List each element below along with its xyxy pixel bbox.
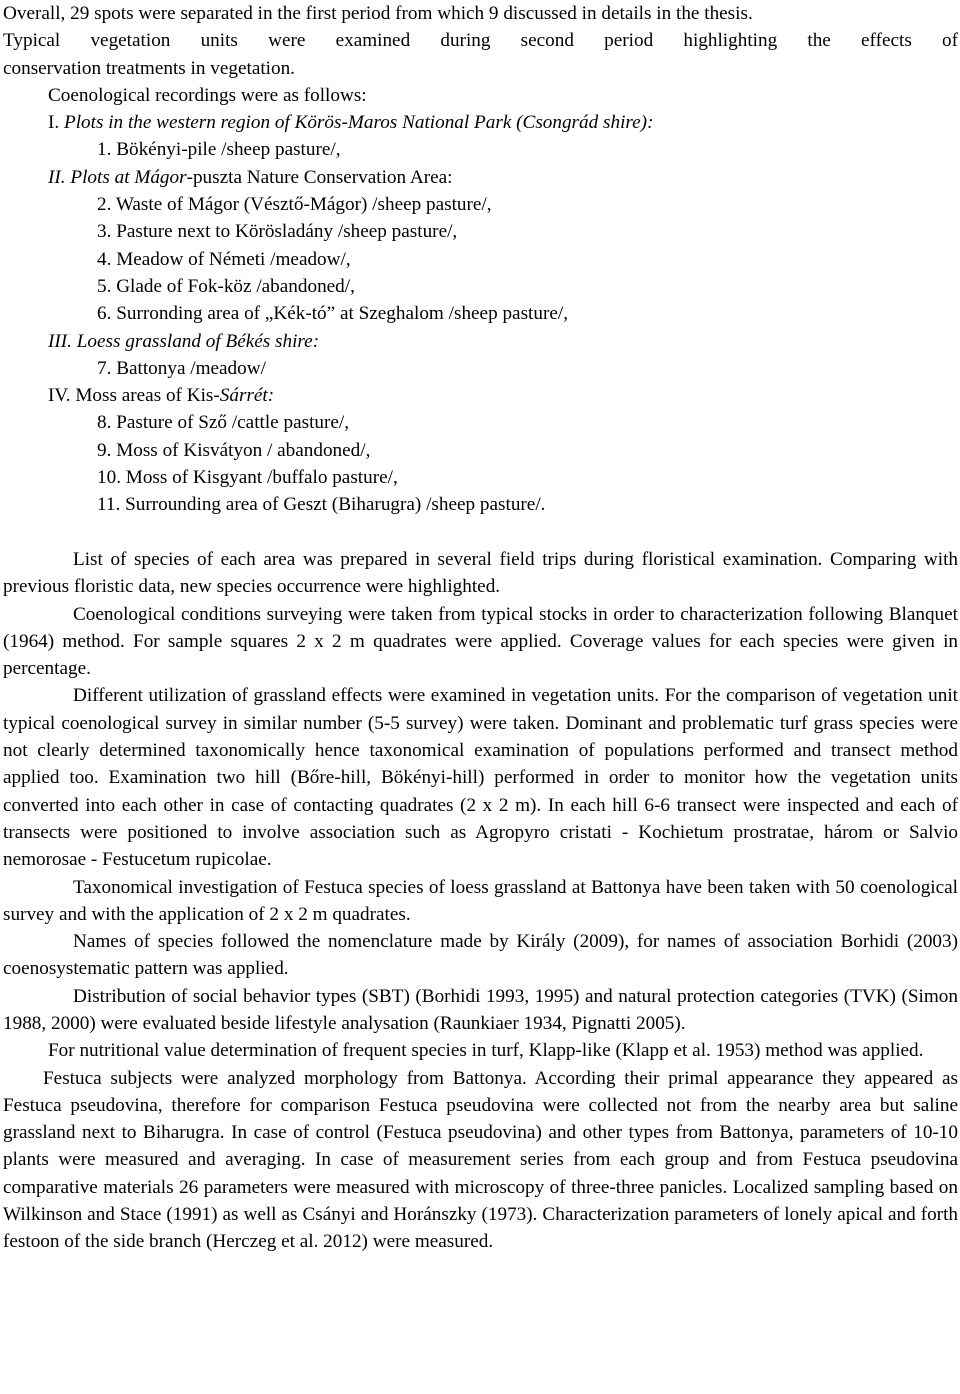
list-item: 11. Surrounding area of Geszt (Biharugra) /sheep pasture/. — [97, 494, 546, 516]
section-title: Plots in the western region of Körös-Maros National Park (Csongrád shire): — [63, 112, 654, 134]
list-item: 2. Waste of Mágor (Vésztő-Mágor) /sheep pasture/, — [97, 194, 492, 216]
section-heading-3 — [3, 328, 958, 355]
paragraph: Taxonomical investigation of Festuca species of loess grassland at Battonya have been taken with 50 coenological survey and with the application of 2 x 2 m quadrates. — [3, 876, 958, 925]
paragraph: Names of species followed the nomenclature made by Király (2009), for names of association Borhidi (2003) coenosystematic pattern was applied. — [3, 931, 958, 980]
section-title-italic: Sárrét: — [219, 385, 275, 407]
section-title-italic: Plots at Mágor — [70, 166, 187, 188]
section-title-rest: Moss areas of Kis- — [75, 385, 220, 407]
intro-line-1: Overall, 29 spots were separated in the first period from which 9 discussed in details in the thesis. — [3, 3, 753, 24]
paragraph: Festuca subjects were analyzed morphology from Battonya. According their primal appearance they appeared as Festuca pseudovina, therefore for comparison Festuca pseudovina were collected not from the nearby area but saline grassland next to Biharugra. In case of control (Festuca pseudovina) and other types from Battonya, parameters of 10-10 plants were measured and averaging. In case of measurement series from each group and from Festuca pseudovina comparative materials 26 parameters were measured with microscopy of three-three panicles. Localized sampling based on Wilkinson and Stace (1991) as well as Csányi and Horánszky (1973). Characterization parameters of lonely apical and forth festoon of the side branch (Herczeg et al. 2012) were measured. — [3, 1067, 958, 1253]
paragraph: List of species of each area was prepared in several field trips during floristical examination. Comparing with previous floristic data, new species occurrence were highlighted. — [3, 548, 958, 598]
section-heading-4 — [3, 382, 958, 409]
section-numeral: II. — [48, 166, 66, 188]
list-item: 7. Battonya /meadow/ — [97, 357, 266, 379]
section-heading-1 — [3, 109, 958, 136]
list-item: 5. Glade of Fok-köz /abandoned/, — [97, 275, 355, 297]
list-item: 4. Meadow of Németi /meadow/, — [97, 248, 351, 270]
section-heading-2 — [3, 164, 958, 191]
section-title: Loess grassland of Békés shire: — [76, 330, 320, 352]
intro-line-3: conservation treatments in vegetation. — [3, 57, 295, 79]
list-item: 3. Pasture next to Körösladány /sheep pasture/, — [97, 221, 458, 243]
list-item: 1. Bökényi-pile /sheep pasture/, — [97, 139, 341, 161]
section-numeral: III. — [48, 330, 72, 352]
section-title-rest: -puszta Nature Conservation Area: — [186, 166, 453, 188]
paragraph: Distribution of social behavior types (SBT) (Borhidi 1993, 1995) and natural protection categories (TVK) (Simon 1988, 2000) were evaluated beside lifestyle analysation (Raunkiaer 1934, Pignatti 2005). — [3, 985, 958, 1034]
spacer — [3, 519, 958, 546]
intro-line-2: Typical vegetation units were examined during second period highlighting the effects of — [3, 30, 958, 52]
list-item: 8. Pasture of Sző /cattle pasture/, — [97, 412, 350, 434]
paragraph: For nutritional value determination of frequent species in turf, Klapp-like (Klapp et al. 1953) method was applied. — [48, 1040, 924, 1062]
list-item: 10. Moss of Kisgyant /buffalo pasture/, — [97, 467, 398, 489]
paragraph: Coenological conditions surveying were taken from typical stocks in order to characterization following Blanquet (1964) method. For sample squares 2 x 2 m quadrates were applied. Coverage values for each species were given in percentage. — [3, 603, 958, 680]
section-numeral: IV. — [48, 385, 71, 407]
list-item: 9. Moss of Kisvátyon / abandoned/, — [97, 439, 371, 461]
list-item: 6. Surronding area of „Kék-tó” at Szeghalom /sheep pasture/, — [97, 303, 569, 325]
intro-line-4: Coenological recordings were as follows: — [48, 84, 367, 106]
section-numeral: I. — [48, 112, 60, 134]
paragraph: Different utilization of grassland effects were examined in vegetation units. For the comparison of vegetation unit typical coenological survey in similar number (5-5 survey) were taken. Dominant and problematic turf grass species were not clearly determined taxonomically hence taxonomical examination of populations performed and transect method applied too. Examination two hill (Bőre-hill, Bökényi-hill) performed in order to monitor how the vegetation units converted into each other in case of contacting quadrates (2 x 2 m). In each hill 6-6 transect were inspected and each of transects were positioned to involve association such as Agropyro cristati - Kochietum prostratae, három or Salvio nemorosae - Festucetum rupicolae. — [3, 685, 958, 871]
